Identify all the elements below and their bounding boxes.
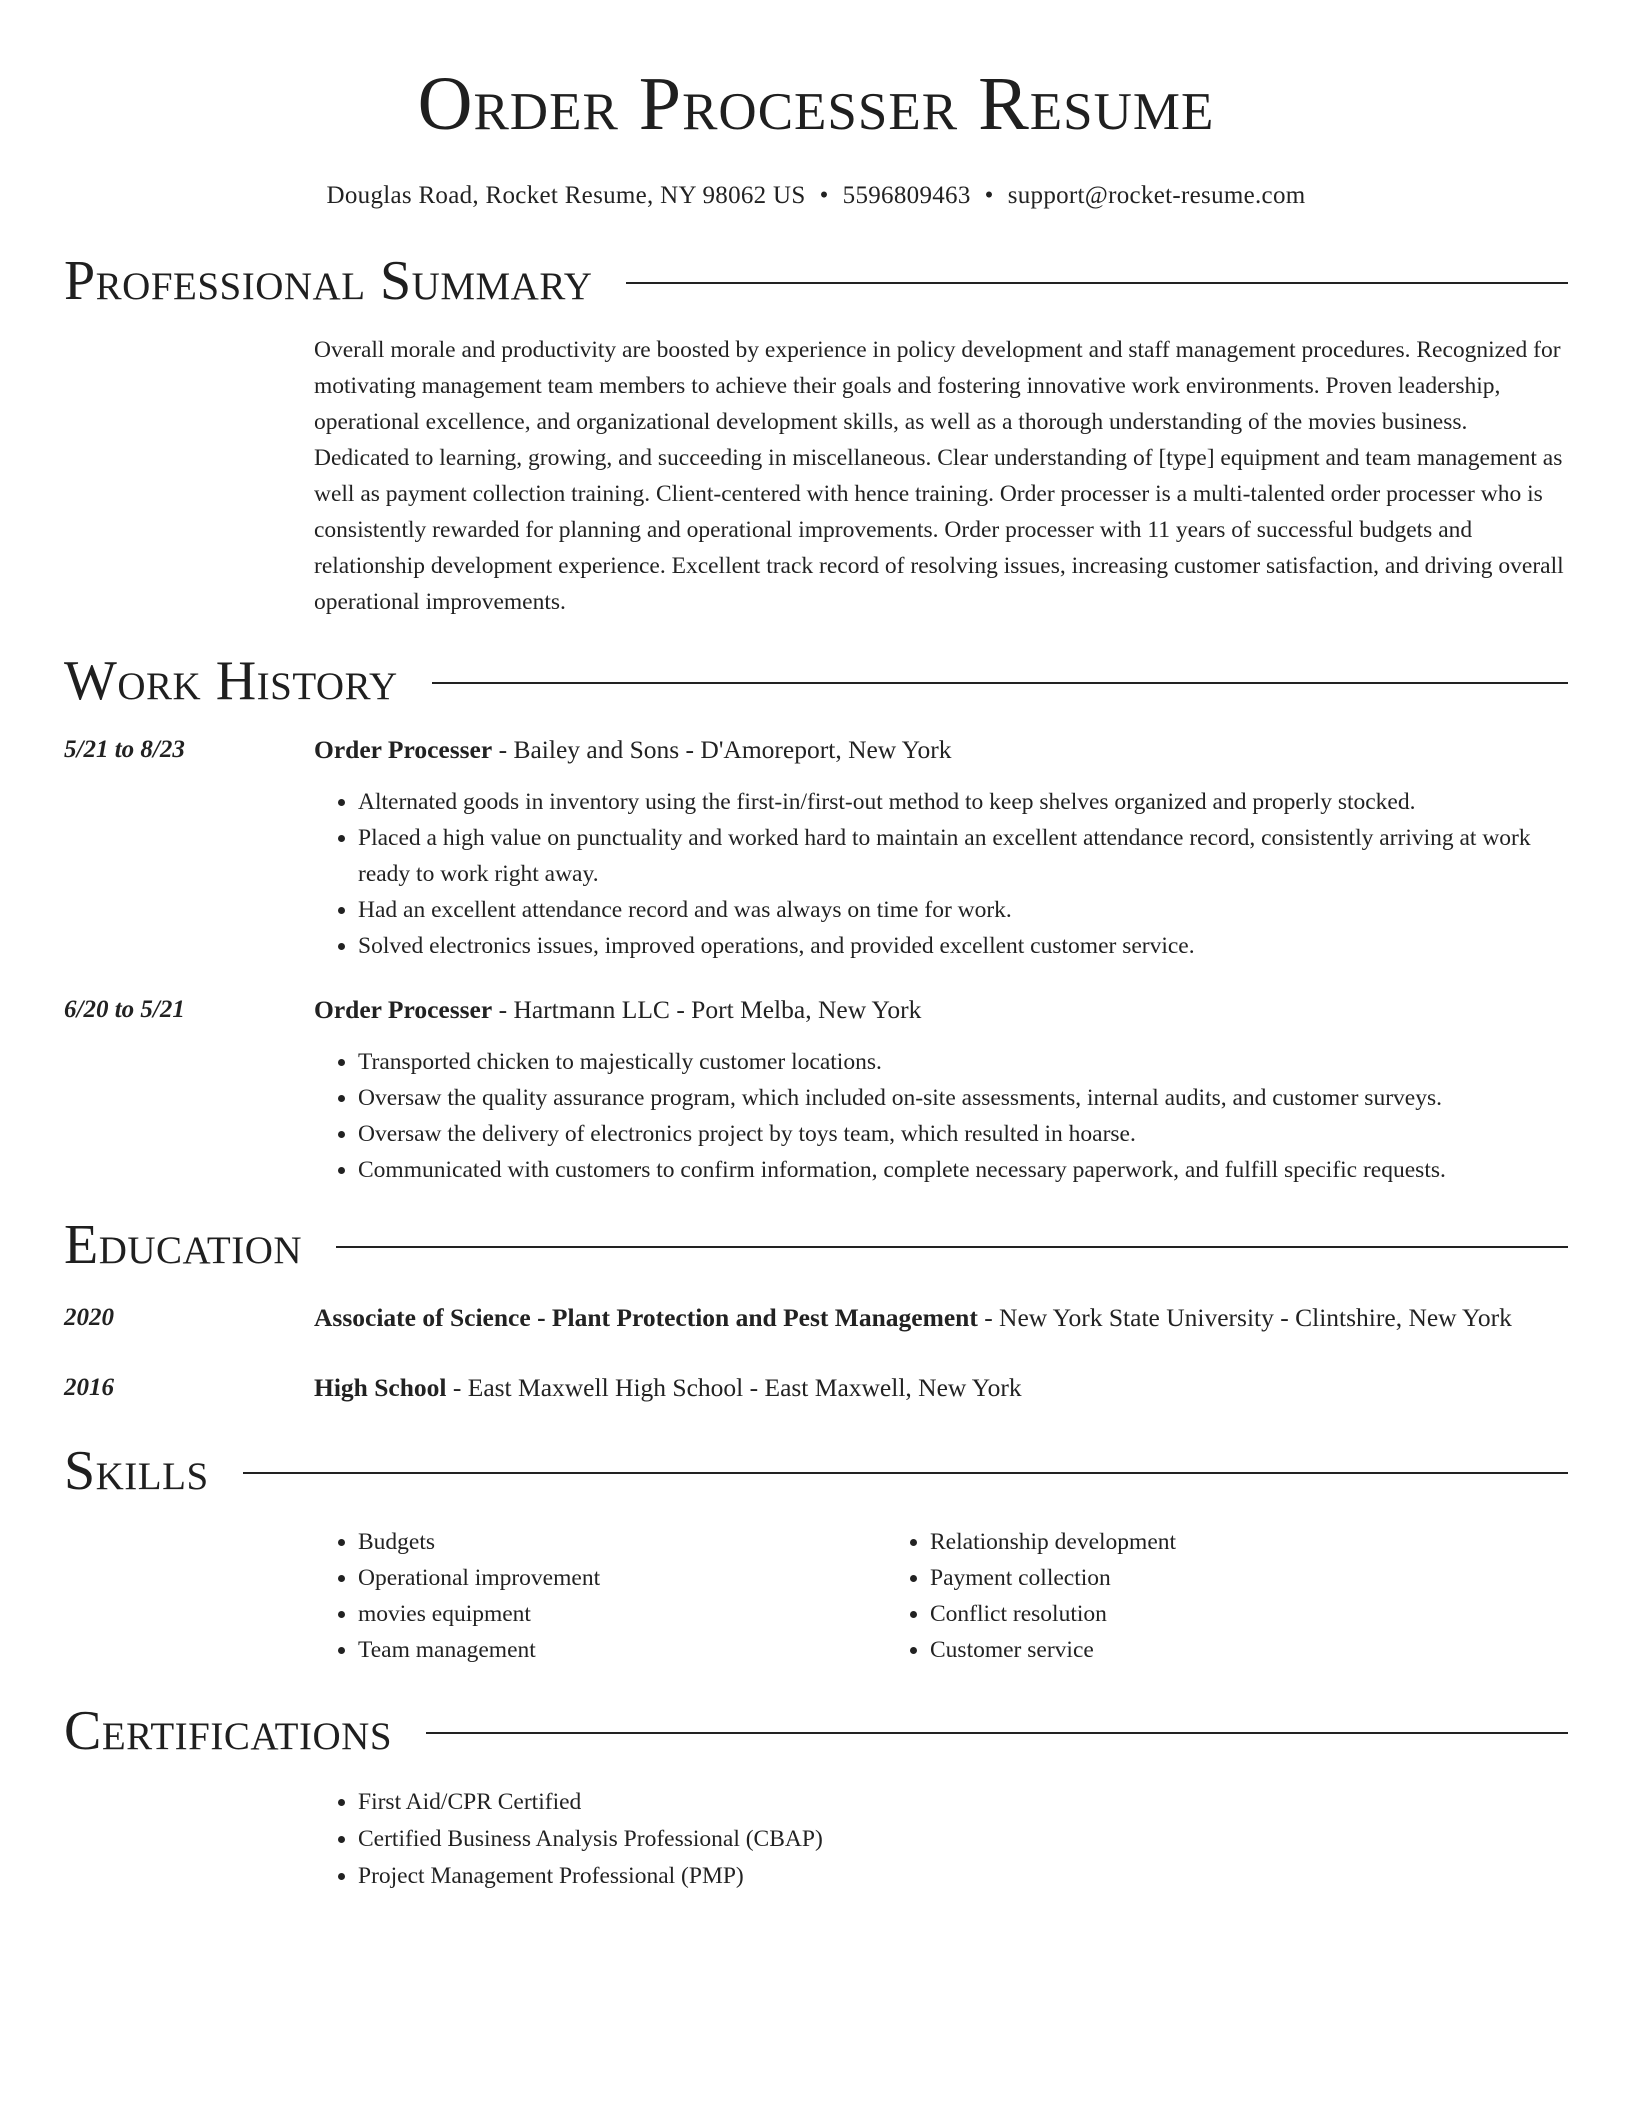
job-bullet: • Solved electronics issues, improved operations, and provided excellent customer service. [358,928,1568,964]
job-dates: 5/21 to 8/23 [64,736,185,763]
education-section-header [64,1212,1568,1278]
contact-separator: • [819,182,829,209]
contact-separator: • [984,182,994,209]
work-heading: Work History [64,650,398,712]
job-title: Order Processer [314,995,493,1024]
job-bullet: • Transported chicken to majestically customer locations. [358,1044,1568,1080]
job-entry [64,732,1568,964]
skill-item: • Customer service [930,1632,1458,1668]
job-body [314,732,1568,964]
skills-spacer [64,1524,314,1668]
section-divider [426,1732,1568,1734]
certifications-row [64,1784,1568,1895]
skills-list-right [886,1524,1458,1668]
skill-item: • Payment collection [930,1560,1458,1596]
skills-grid [64,1524,1568,1668]
contact-line [64,180,1568,212]
skill-item: • movies equipment [358,1596,886,1632]
job-bullet: • Oversaw the quality assurance program, which included on-site assessments, internal audits, and customer surveys. [358,1080,1568,1116]
job-dates: 6/20 to 5/21 [64,996,185,1023]
certification-item: • Project Management Professional (PMP) [358,1858,1568,1895]
education-body [314,1298,1568,1338]
certifications-list [314,1784,1568,1895]
education-degree: High School [314,1373,447,1402]
education-entry [64,1368,1568,1408]
skills-heading: Skills [64,1440,209,1502]
summary-spacer [64,332,314,620]
education-body [314,1368,1568,1408]
job-bullets [314,1044,1568,1188]
skills-columns [314,1524,1568,1668]
summary-text: Overall morale and productivity are boosted by experience in policy development and staff management procedures. Recognized for motivating management team members to achieve their goals and fostering innovative work environments. Proven leadership, operational excellence, and organizational development skills, as well as a thorough understanding of the movies business. Dedicated to learning, growing, and succeeding in miscellaneous. Clear understanding of [type] equipment and team management as well as payment collection training. Client-centered with hence training. Order processer is a multi-talented order processer who is consistently rewarded for planning and operational improvements. Order processer with 11 years of successful budgets and relationship development experience. Excellent track record of resolving issues, increasing customer satisfaction, and driving overall operational improvements. [314,337,1564,615]
skill-item: • Operational improvement [358,1560,886,1596]
skill-item: • Relationship development [930,1524,1458,1560]
job-title: Order Processer [314,735,493,764]
contact-email: support@rocket-resume.com [1007,182,1306,209]
education-year: 2016 [64,1374,114,1401]
job-title-line [314,992,1568,1028]
section-divider [432,682,1568,684]
job-title-line [314,732,1568,768]
education-heading: Education [64,1214,303,1276]
skill-item: • Team management [358,1632,886,1668]
education-entry [64,1298,1568,1338]
certifications-heading: Certifications [64,1700,393,1762]
skill-item: • Conflict resolution [930,1596,1458,1632]
summary-section-header [64,248,1568,314]
section-divider [626,282,1568,284]
skills-list-left [314,1524,886,1668]
job-bullet: • Alternated goods in inventory using the first-in/first-out method to keep shelves organized and properly stocked. [358,784,1568,820]
job-bullet: • Placed a high value on punctuality and worked hard to maintain an excellent attendance record, consistently arriving at work ready to work right away. [358,820,1568,892]
work-section-header [64,648,1568,714]
contact-address: Douglas Road, Rocket Resume, NY 98062 US [326,182,806,209]
job-body [314,992,1568,1188]
summary-heading: Professional Summary [64,250,593,312]
summary-row [64,332,1568,620]
certifications-body [314,1784,1568,1895]
education-year: 2020 [64,1304,114,1331]
job-bullet: • Had an excellent attendance record and was always on time for work. [358,892,1568,928]
certification-item: • Certified Business Analysis Professional (CBAP) [358,1821,1568,1858]
education-school: - New York State University - Clintshire, New York [977,1303,1512,1332]
certifications-section-header [64,1698,1568,1764]
job-bullet: • Communicated with customers to confirm information, complete necessary paperwork, and fulfill specific requests. [358,1152,1568,1188]
section-divider [243,1472,1568,1474]
education-school: - East Maxwell High School - East Maxwell, New York [446,1373,1022,1402]
skills-section-header [64,1438,1568,1504]
certification-item: • First Aid/CPR Certified [358,1784,1568,1821]
job-bullet: • Oversaw the delivery of electronics project by toys team, which resulted in hoarse. [358,1116,1568,1152]
education-degree: Associate of Science - Plant Protection and Pest Management [314,1303,978,1332]
job-company: - Hartmann LLC - Port Melba, New York [492,995,922,1024]
job-entry [64,992,1568,1188]
resume-title: Order Processer Resume [417,62,1215,146]
section-divider [336,1246,1568,1248]
skill-item: • Budgets [358,1524,886,1560]
job-company: - Bailey and Sons - D'Amoreport, New York [492,735,952,764]
job-bullets [314,784,1568,964]
certifications-spacer [64,1784,314,1895]
contact-phone: 5596809463 [842,182,971,209]
